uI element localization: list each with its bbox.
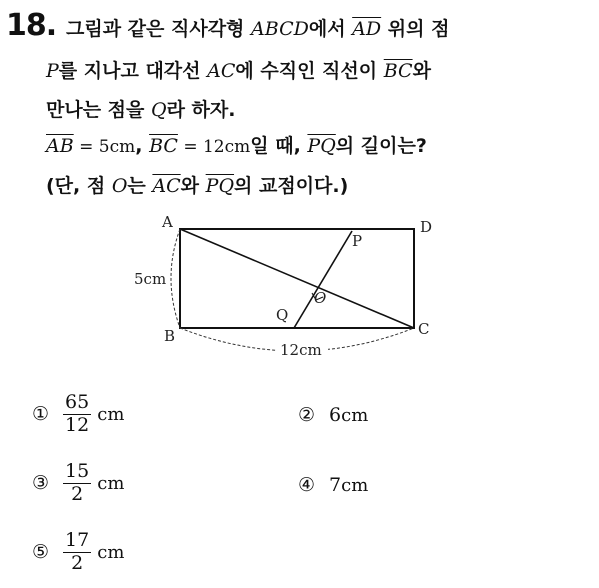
choice-1[interactable]: ① $\frac{65}{12}$ cm — [32, 391, 125, 436]
brace-ab — [171, 229, 180, 328]
choice-2[interactable]: ② 6 cm — [298, 404, 369, 426]
rectangle-diagram — [120, 210, 460, 370]
fraction: $\frac{17}{2}$ — [65, 529, 90, 574]
label-a: A — [162, 213, 173, 231]
label-c: C — [418, 320, 430, 338]
segment-pq — [294, 231, 352, 328]
label-o: O — [314, 289, 327, 307]
choice-4[interactable]: ④ 7 cm — [298, 474, 369, 496]
label-side-ab: 5cm — [134, 270, 167, 288]
question-line-3: 만나는 점을 Q라 하자. — [46, 99, 236, 121]
question-line-4: $\overline{AB} = 5cm$, $\overline{BC} = 12cm$일 때, $\overline{PQ}$의 길이는? — [46, 135, 427, 157]
label-b: B — [164, 327, 176, 345]
question-line-5: (단, 점 O는 $\overline{AC}$와 $\overline{PQ}$의 교점이다.) — [46, 175, 349, 197]
diagonal-ac — [180, 229, 414, 328]
question-number: 18. — [6, 8, 57, 43]
label-side-bc: 12cm — [280, 341, 322, 359]
choice-3[interactable]: ③ $\frac{15}{2}$ cm — [32, 460, 125, 505]
label-q: Q — [276, 306, 289, 324]
choice-5[interactable]: ⑤ $\frac{17}{2}$ cm — [32, 529, 125, 574]
fraction: $\frac{65}{12}$ — [65, 391, 90, 436]
label-p: P — [352, 232, 363, 250]
question-line-2: P를 지나고 대각선 AC에 수직인 직선이 $\overline{BC}$와 — [46, 60, 431, 82]
label-d: D — [420, 218, 433, 236]
fraction: $\frac{15}{2}$ — [65, 460, 90, 505]
question-line-1: 그림과 같은 직사각형 ABCD에서 $\overline{AD}$ 위의 점 — [66, 18, 450, 40]
